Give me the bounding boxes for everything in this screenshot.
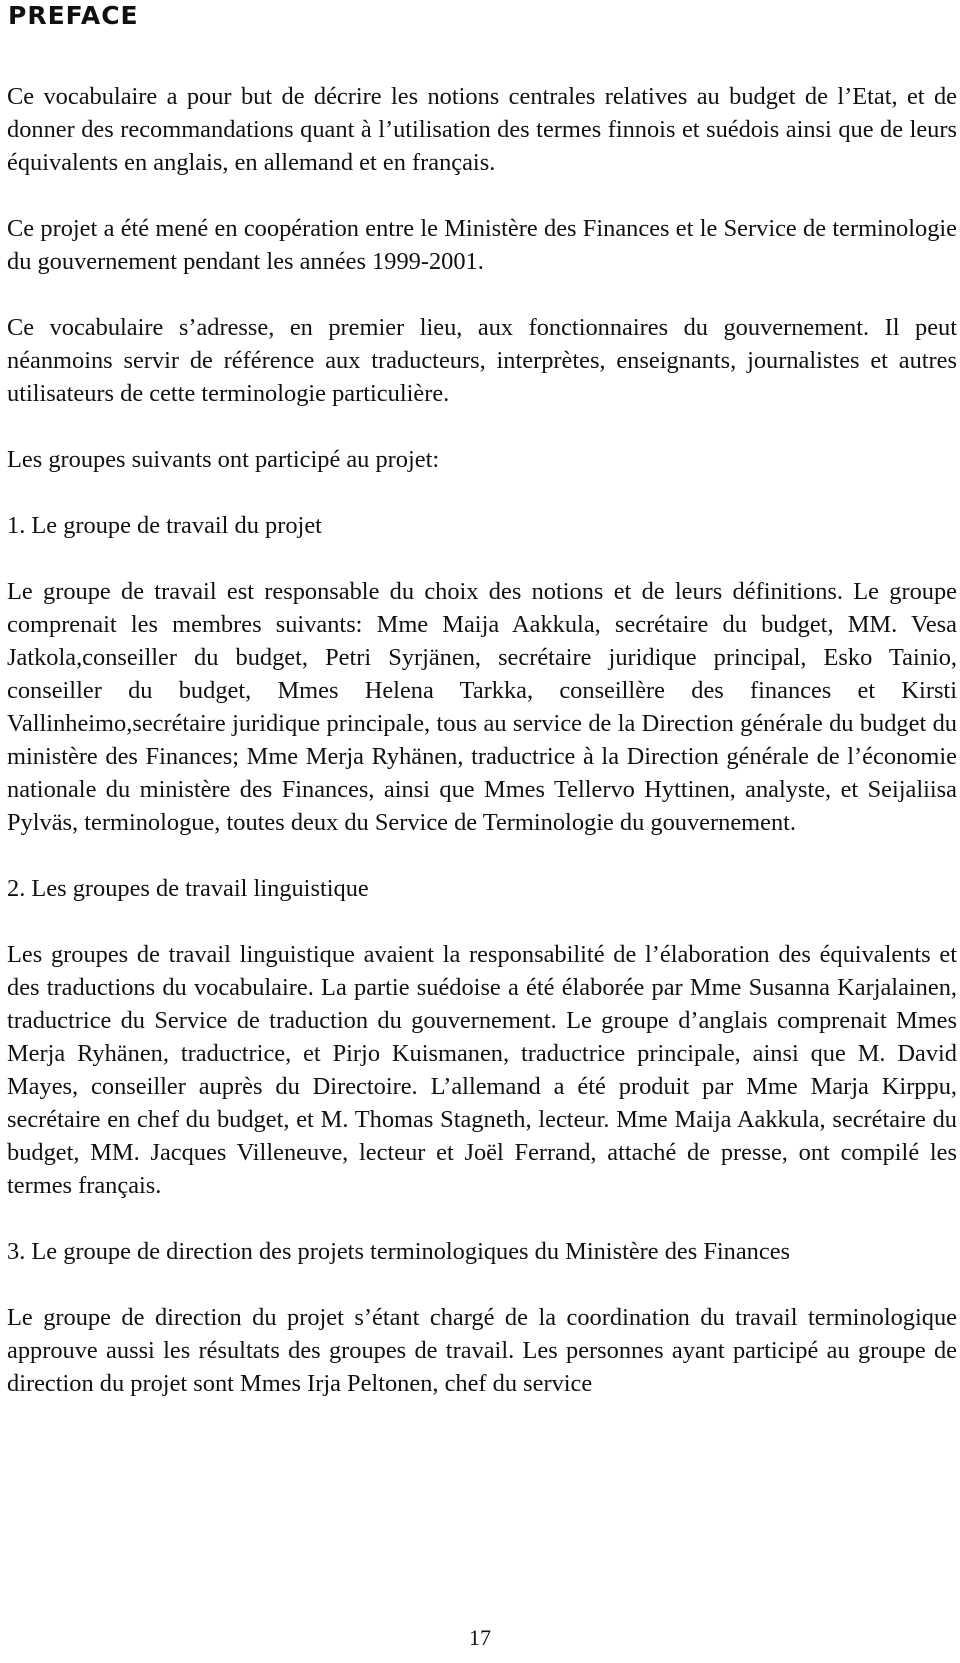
- page-number: 17: [469, 1625, 491, 1650]
- paragraph-steering-group: Le groupe de direction du projet s’étant chargé de la coordination du travail terminologique approuve aussi les résultats des groupes de travail. Les personnes ayant participé au groupe de direction du projet sont Mmes Irja Peltonen, chef du service: [7, 1304, 957, 1397]
- page-title: PREFACE: [8, 1, 139, 30]
- paragraph-purpose: Ce vocabulaire a pour but de décrire les notions centrales relatives au budget de l’Etat, et de donner des recommandations quant à l’utilisation des termes finnois et suédois ainsi que de leurs équivalents en anglais, en allemand et en français.: [7, 83, 957, 176]
- paragraph-cooperation: Ce projet a été mené en coopération entre le Ministère des Finances et le Service de terminologie du gouvernement pendant les années 1999-2001.: [7, 215, 957, 275]
- section-heading-steering-group: 3. Le groupe de direction des projets terminologiques du Ministère des Finances: [7, 1238, 791, 1265]
- section-heading-linguistic-groups: 2. Les groupes de travail linguistique: [7, 875, 369, 902]
- paragraph-groups-intro: Les groupes suivants ont participé au projet:: [7, 446, 440, 473]
- paragraph-audience: Ce vocabulaire s’adresse, en premier lieu, aux fonctionnaires du gouvernement. Il peut néanmoins servir de référence aux traducteurs, interprètes, enseignants, journalistes et autres utilisateurs de cette terminologie particulière.: [7, 314, 957, 407]
- section-heading-working-group: 1. Le groupe de travail du projet: [7, 512, 322, 539]
- paragraph-working-group: Le groupe de travail est responsable du choix des notions et de leurs définitions. Le groupe comprenait les membres suivants: Mme Maija Aakkula, secrétaire du budget, MM. Vesa Jatkola,conseiller du budget, Petri Syrjänen, secrétaire juridique principal, Esko Tainio, conseiller du budget, Mmes Helena Tarkka, conseillère des finances et Kirsti Vallinheimo,secrétaire juridique principale, tous au service de la Direction générale du budget du ministère des Finances; Mme Merja Ryhänen, traductrice à la Direction générale de l’économie nationale du ministère des Finances, ainsi que Mmes Tellervo Hyttinen, analyste, et Seijaliisa Pylväs, terminologue, toutes deux du Service de Terminologie du gouvernement.: [7, 578, 957, 836]
- paragraph-linguistic-groups: Les groupes de travail linguistique avaient la responsabilité de l’élaboration des équivalents et des traductions du vocabulaire. La partie suédoise a été élaborée par Mme Susanna Karjalainen, traductrice du Service de traduction du gouvernement. Le groupe d’anglais comprenait Mmes Merja Ryhänen, traductrice, et Pirjo Kuismanen, traductrice principale, ainsi que M. David Mayes, conseiller auprès du Directoire. L’allemand a été produit par Mme Marja Kirppu, secrétaire en chef du budget, et M. Thomas Stagneth, lecteur. Mme Maija Aakkula, secrétaire du budget, MM. Jacques Villeneuve, lecteur et Joël Ferrand, attaché de presse, ont compilé les termes français.: [7, 941, 957, 1199]
- document-body: [7, 80, 957, 1400]
